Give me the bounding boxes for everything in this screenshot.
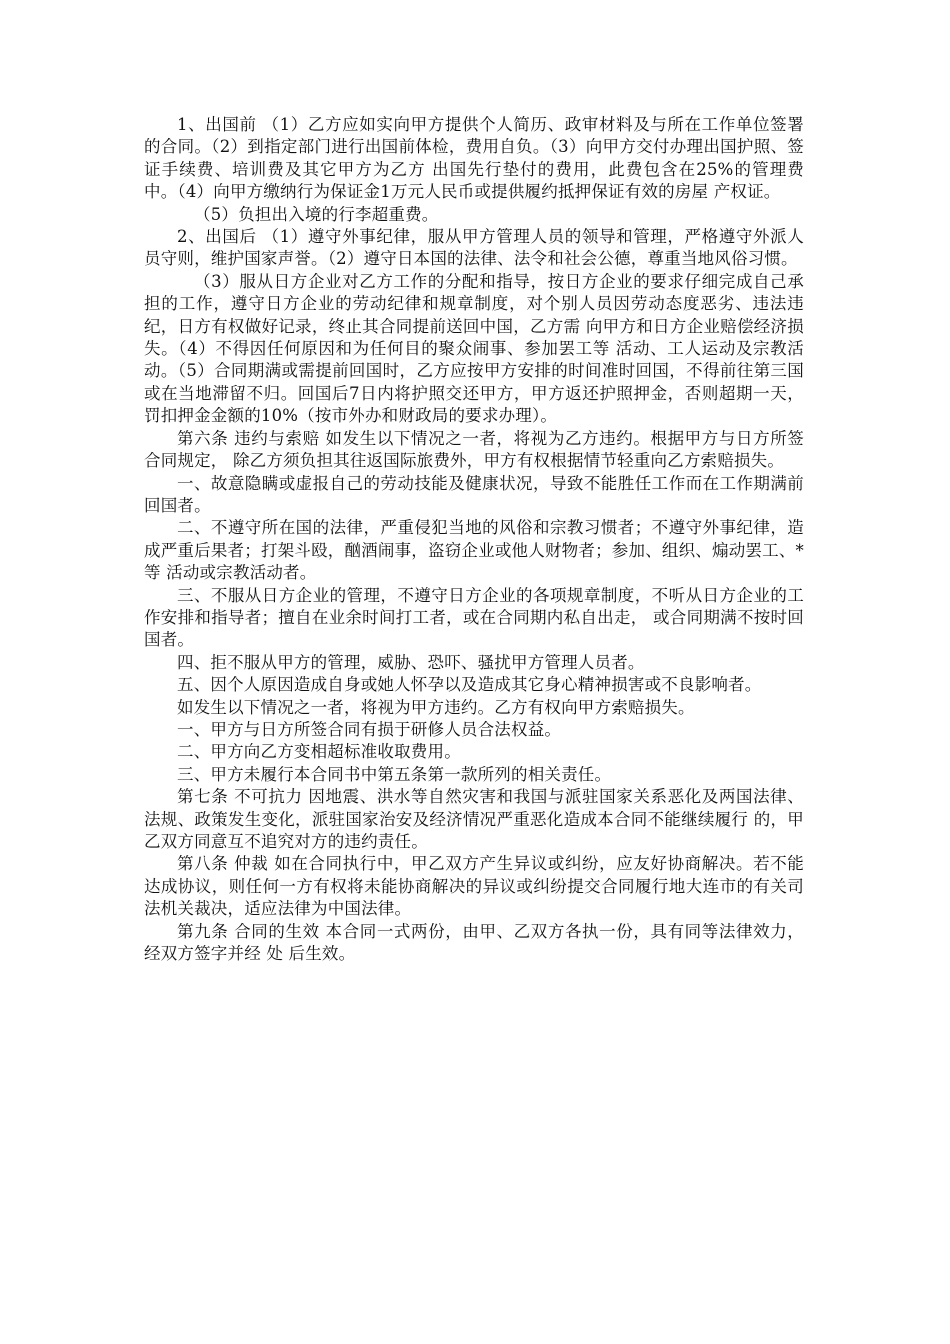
paragraph-party-a-breach: 如发生以下情况之一者，将视为甲方违约。乙方有权向甲方索赔损失。 (177, 697, 695, 717)
paragraph-article-9: 第九条 合同的生效 本合同一式两份，由甲、乙双方各执一份，具有同等法律效力，经双方签字并经 处 后生效。 (144, 921, 804, 964)
paragraph-article-8: 第八条 仲裁 如在合同执行中，甲乙双方产生异议或纠纷，应友好协商解决。若不能达成协议，则任何一方有权将未能协商解决的异议或纠纷提交合同履行地大连市的有关司法机关裁决，适应法律为中国法律。 (144, 854, 804, 919)
paragraph-party-a-breach-2: 二、甲方向乙方变相超标准收取费用。 (177, 742, 461, 762)
paragraph-article-6: 第六条 违约与索赔 如发生以下情况之一者，将视为乙方违约。根据甲方与日方所签合同规定， 除乙方须负担其往返国际旅费外，甲方有权根据情节轻重向乙方索赔损失。 (144, 428, 804, 471)
paragraph-breach-4: 四、拒不服从甲方的管理，威胁、恐吓、骚扰甲方管理人员者。 (177, 652, 645, 672)
paragraph-before-departure: 1、出国前 （1）乙方应如实向甲方提供个人简历、政审材料及与所在工作单位签署 的合同。（2）到指定部门进行出国前体检，费用自负。（3）向甲方交付办理出国护照、签证手续费、培训费及其它甲方为乙方 出国先行垫付的费用，此费包含在25%的管理费中。（4）向甲方缴纳行为保证金1万元人民币或提供履约抵押保证有效的房屋 产权证。 (144, 115, 804, 202)
paragraph-obey-japanese-company: （3）服从日方企业对乙方工作的分配和指导，按日方企业的要求仔细完成自己承担的工作，遵守日方企业的劳动纪律和规章制度，对个别人员因劳动态度恶劣、违法违纪，日方有权做好记录，终止其合同提前送回中国，乙方需 向甲方和日方企业赔偿经济损失。（4）不得因任何原因和为任何目的聚众闹事、参加罢工等 活动、工人运动及宗教活动。（5）合同期满或需提前回国时，乙方应按甲方安排的时间准时回国，不得前往第三国或在当地滞留不归。回国后7日内将护照交还甲方，甲方返还护照押金，否则超期一天，罚扣押金金额的10%（按市外办和财政局的要求办理）。 (144, 271, 804, 426)
paragraph-after-departure: 2、出国后 （1）遵守外事纪律，服从甲方管理人员的领导和管理，严格遵守外派人员守则，维护国家声誉。（2）遵守日本国的法律、法令和社会公德，尊重当地风俗习惯。 (144, 227, 804, 269)
contract-body (144, 114, 804, 965)
paragraph-breach-3: 三、不服从日方企业的管理，不遵守日方企业的各项规章制度，不听从日方企业的工作安排和指导者；擅自在业余时间打工者，或在合同期内私自出走， 或合同期满不按时回国者。 (144, 585, 804, 650)
paragraph-breach-2: 二、不遵守所在国的法律，严重侵犯当地的风俗和宗教习惯者；不遵守外事纪律，造成严重后果者；打架斗殴，酗酒闹事，盗窃企业或他人财物者；参加、组织、煽动罢工、*等 活动或宗教活动者。 (144, 518, 804, 583)
paragraph-party-a-breach-1: 一、甲方与日方所签合同有损于研修人员合法权益。 (177, 719, 562, 739)
paragraph-breach-1: 一、故意隐瞒或虚报自己的劳动技能及健康状况，导致不能胜任工作而在工作期满前回国者。 (144, 473, 804, 515)
paragraph-breach-5: 五、因个人原因造成自身或她人怀孕以及造成其它身心精神损害或不良影响者。 (177, 675, 762, 695)
paragraph-luggage-fee: （5）负担出入境的行李超重费。 (194, 204, 439, 224)
paragraph-article-7: 第七条 不可抗力 因地震、洪水等自然灾害和我国与派驻国家关系恶化及两国法律、法规、政策发生变化，派驻国家治安及经济情况严重恶化造成本合同不能继续履行 的，甲乙双方同意互不追究对方的违约责任。 (144, 787, 804, 851)
paragraph-party-a-breach-3: 三、甲方未履行本合同书中第五条第一款所列的相关责任。 (177, 764, 612, 784)
